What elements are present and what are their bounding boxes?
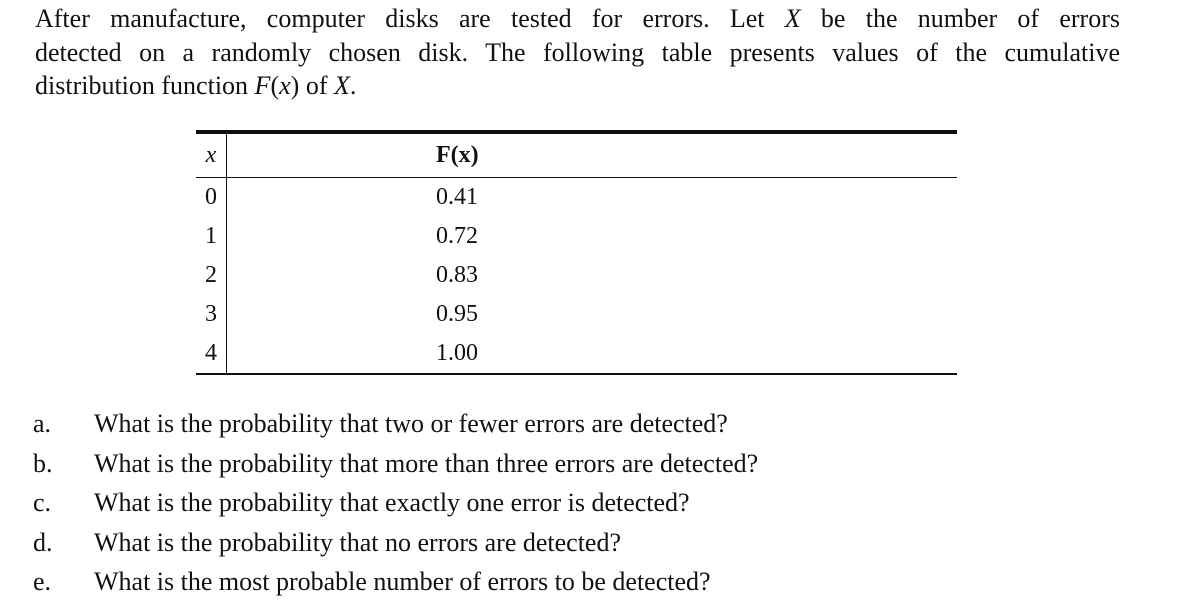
question-letter: e.: [33, 567, 52, 596]
question-list: [33, 404, 758, 602]
list-item: [33, 562, 758, 602]
list-item: [33, 523, 758, 563]
list-item: [33, 444, 758, 484]
table-row: [196, 256, 957, 295]
list-item: [33, 404, 758, 444]
question-text: What is the probability that exactly one error is detected?: [94, 488, 690, 517]
table-row: [196, 295, 957, 334]
problem-statement-line-3: distribution function F(x) of X.: [35, 71, 357, 100]
question-letter: c.: [33, 488, 52, 517]
table-cell-x: 4: [196, 334, 227, 374]
question-text: What is the probability that two or fewer errors are detected?: [94, 409, 728, 438]
table-cell-fx: 1.00: [227, 334, 958, 374]
table-cell-fx: 0.83: [436, 262, 478, 288]
cdf-table: [196, 130, 957, 375]
question-text: What is the probability that no errors are detected?: [94, 527, 622, 557]
table-row: [196, 334, 957, 374]
list-item: [33, 483, 758, 523]
problem-statement-line-1: After manufacture, computer disks are tested for errors. Let X be the number of errors: [35, 4, 1120, 33]
table-cell-fx: 0.95: [436, 301, 478, 327]
table-header-row: [196, 132, 957, 178]
question-text: What is the most probable number of errors to be detected?: [94, 567, 711, 596]
question-letter: d.: [33, 527, 53, 557]
table-cell-fx: 0.72: [436, 223, 478, 249]
table-row: [196, 217, 957, 256]
cdf-table-container: [196, 130, 957, 375]
table-cell-x: 1: [196, 217, 227, 256]
problem-statement-line-2: detected on a randomly chosen disk. The following table presents values of the cumulative: [35, 37, 1120, 67]
table-cell-x: 2: [196, 256, 227, 295]
column-header-fx: F(x): [436, 142, 479, 168]
question-letter: b.: [33, 448, 53, 478]
table-cell-x: 0: [196, 178, 227, 218]
table-cell-x: 3: [196, 295, 227, 334]
column-header-x: x: [196, 132, 227, 178]
table-cell-fx: 0.41: [436, 184, 478, 210]
question-text: What is the probability that more than three errors are detected?: [94, 448, 759, 478]
question-letter: a.: [33, 409, 52, 438]
table-row: [196, 178, 957, 218]
problem-statement: [35, 2, 1120, 103]
